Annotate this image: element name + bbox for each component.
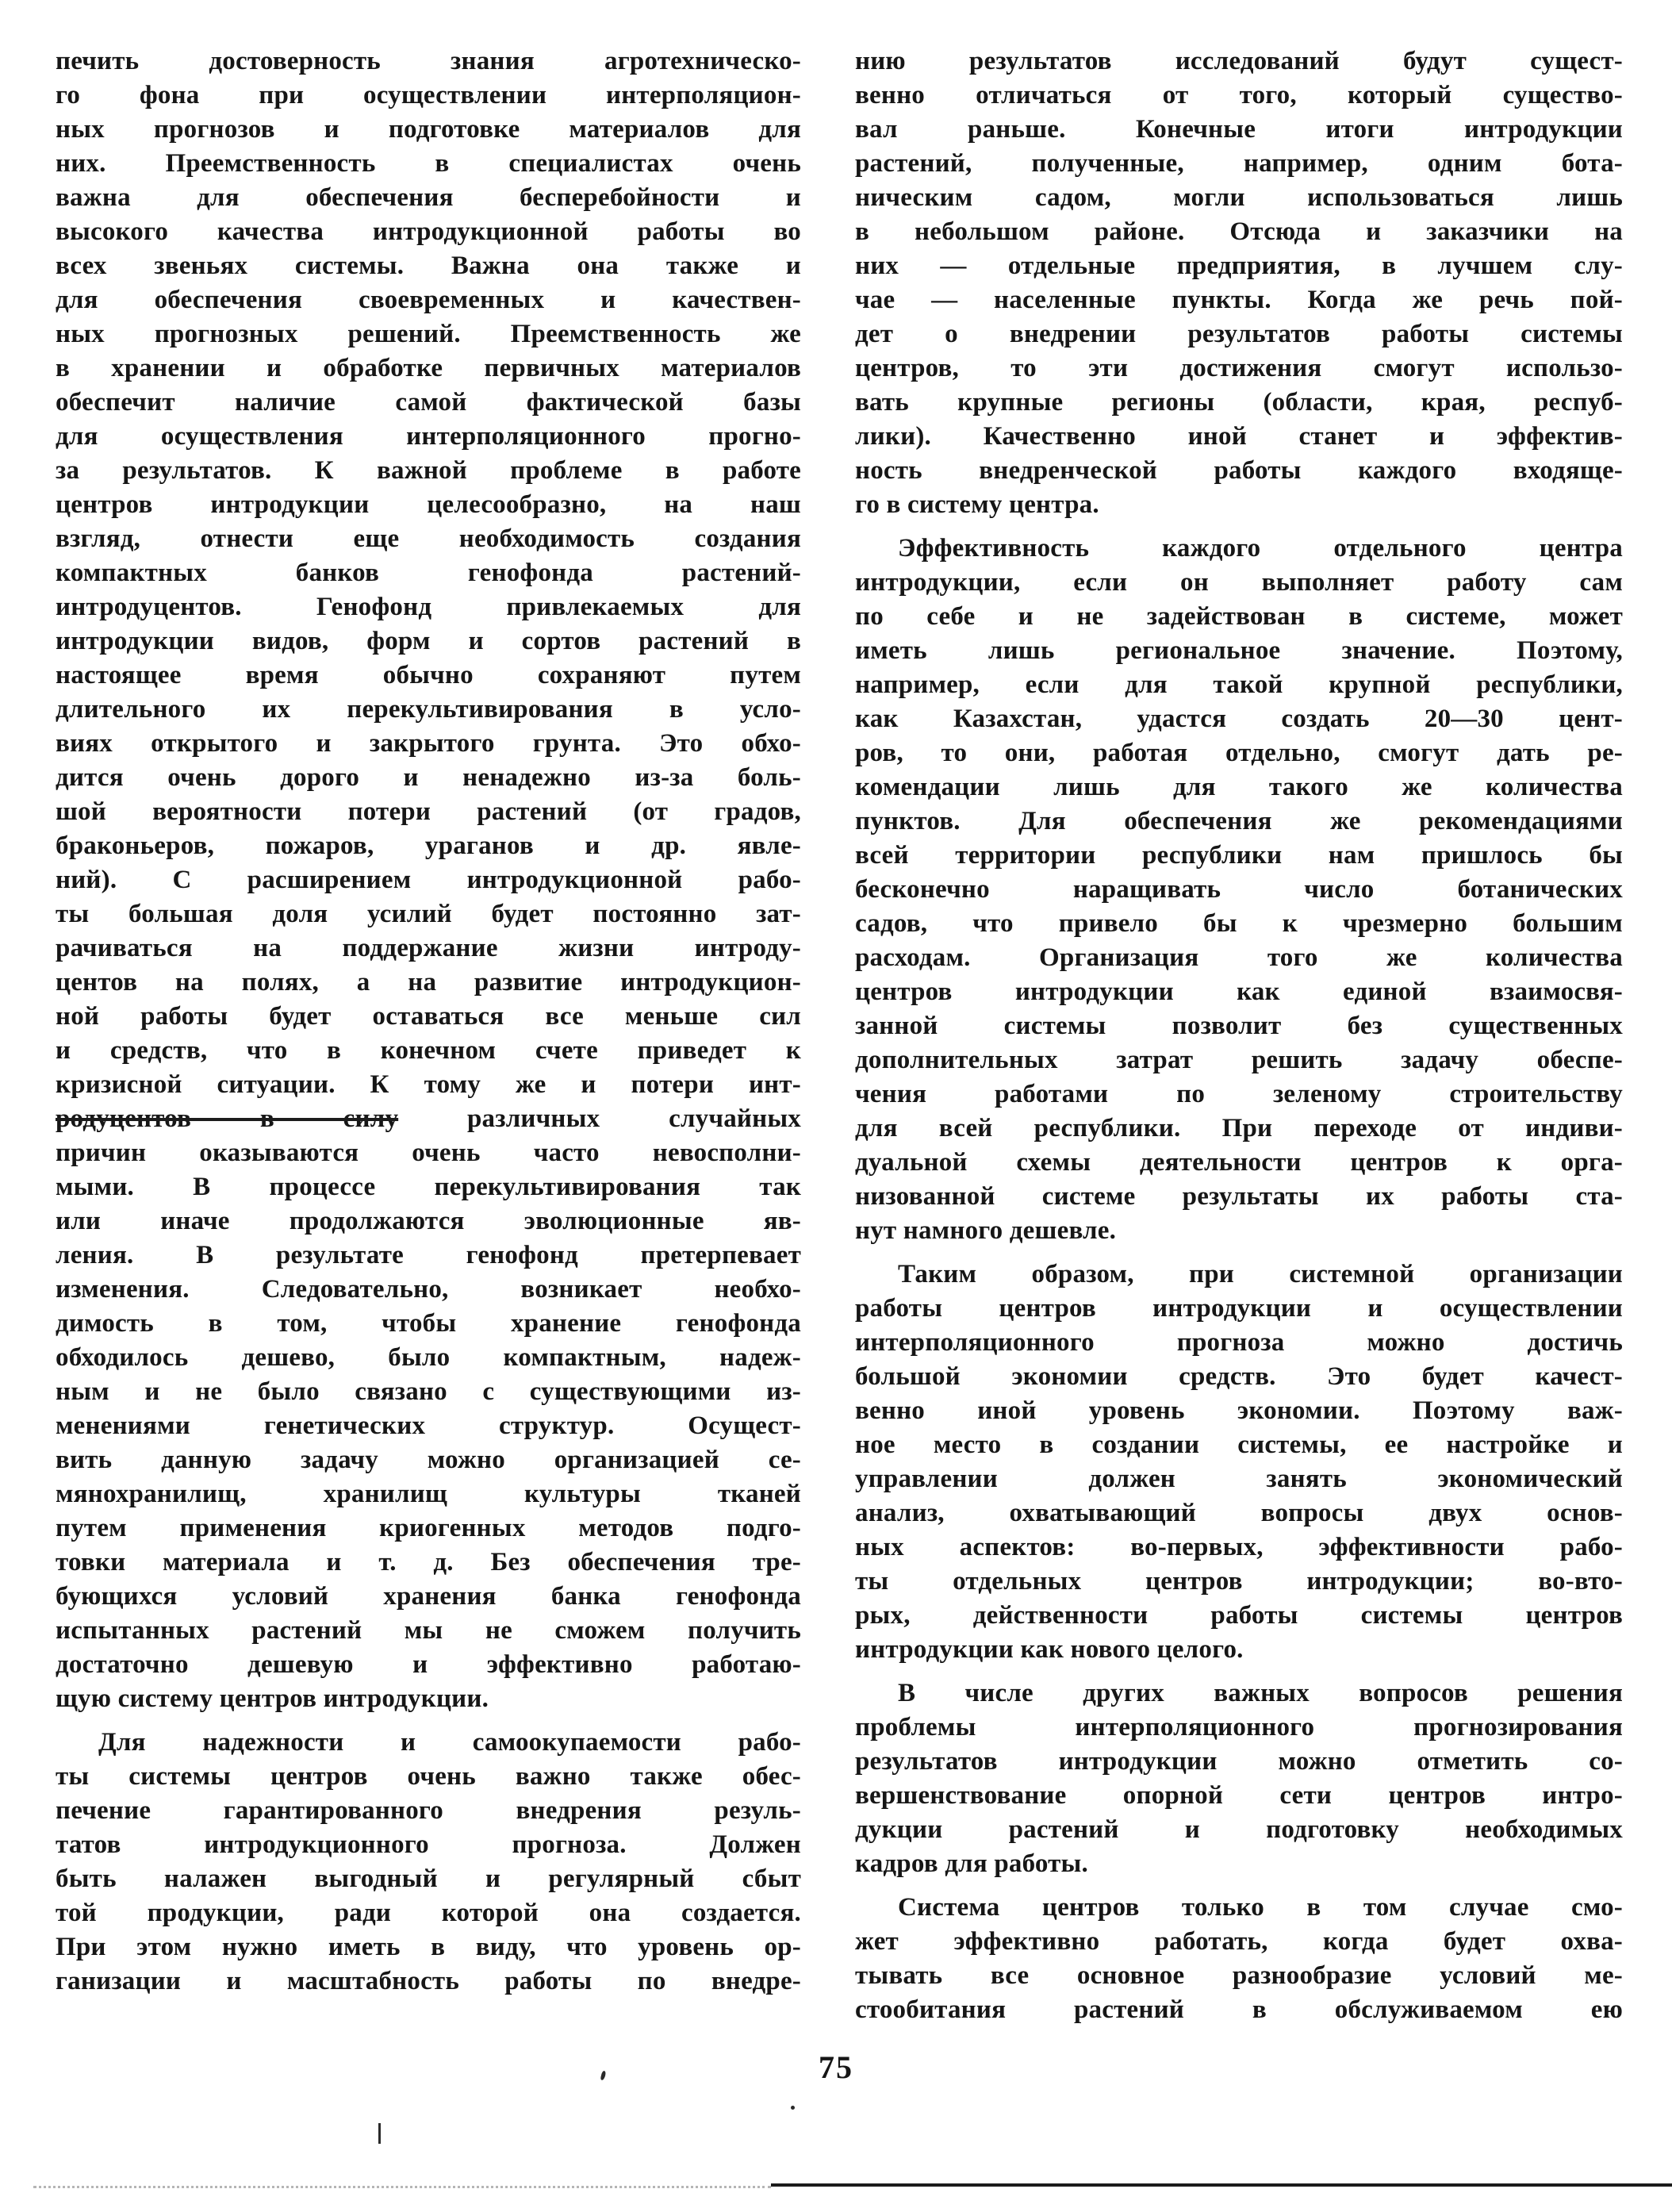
text-line: нию результатов исследований будут сущест- — [855, 47, 1623, 75]
text-line: быть налажен выгодный и регулярный сбыт — [56, 1864, 801, 1893]
text-line: результатов интродукции можно отметить со- — [855, 1747, 1623, 1776]
text-line: бесконечно наращивать число ботанических — [855, 875, 1623, 904]
text-columns — [56, 44, 1623, 2027]
text-line: ний). С расширением интродукционной рабо- — [56, 866, 801, 894]
text-line: для всей республики. При переходе от индиви- — [855, 1114, 1623, 1142]
text-line: комендации лишь для такого же количества — [855, 773, 1623, 801]
text-line: высокого качества интродукционной работы во — [56, 217, 801, 246]
text-line: го фона при осуществлении интерполяцион- — [56, 81, 801, 109]
right-column — [855, 44, 1623, 2027]
text-line: анализ, охватывающий вопросы двух основ- — [855, 1499, 1623, 1527]
left-column — [56, 44, 801, 2027]
text-line: как Казахстан, удастся создать 20—30 цент- — [855, 705, 1623, 733]
text-line: вал раньше. Конечные итоги интродукции — [855, 115, 1623, 144]
text-line: обеспечит наличие самой фактической базы — [56, 388, 801, 417]
text-line: Эффективность каждого отдельного центра — [898, 534, 1623, 563]
text-line: ных аспектов: во-первых, эффективности рабо- — [855, 1533, 1623, 1561]
text-line: расходам. Организация того же количества — [855, 943, 1623, 972]
text-line: При этом нужно иметь в виду, что уровень ор- — [56, 1933, 801, 1961]
text-line: проблемы интерполяционного прогнозирования — [855, 1713, 1623, 1742]
text-line: интродуцентов. Генофонд привлекаемых для — [56, 593, 801, 621]
scan-speck — [791, 2106, 795, 2110]
text-line: той продукции, ради которой она создается. — [56, 1899, 801, 1927]
text-line: длительного их перекультивирования в усло- — [56, 695, 801, 724]
scan-speck — [378, 2123, 381, 2144]
scan-artifact-line — [33, 2183, 1672, 2188]
text-line: интерполяционного прогноза можно достичь — [855, 1328, 1623, 1357]
text-line: ров, то они, работая отдельно, смогут дать ре- — [855, 739, 1623, 767]
text-line: всей территории республики нам пришлось бы — [855, 841, 1623, 870]
text-line: работы центров интродукции и осуществлении — [855, 1294, 1623, 1323]
text-line: интродукции, если он выполняет работу сам — [855, 568, 1623, 597]
text-line: ническим садом, могли использоваться лишь — [855, 183, 1623, 212]
text-line: ной работы будет оставаться все меньше сил — [56, 1002, 801, 1031]
artifact-solid-segment — [771, 2183, 1672, 2187]
text-line: чения работами по зеленому строительству — [855, 1080, 1623, 1108]
text-line: достаточно дешевую и эффективно работаю- — [56, 1650, 801, 1679]
text-line: интродукции как нового целого. — [855, 1635, 1244, 1664]
text-line: татов интродукционного прогноза. Должен — [56, 1830, 801, 1859]
text-line: виях открытого и закрытого грунта. Это обхо- — [56, 729, 801, 758]
text-line: растений, полученные, например, одним бота- — [855, 149, 1623, 178]
text-line: мянохранилищ, хранилищ культуры тканей — [56, 1480, 801, 1508]
page-number: 75 — [819, 2049, 853, 2085]
text-line: щую систему центров интродукции. — [56, 1684, 489, 1713]
text-line: рых, действенности работы системы центров — [855, 1601, 1623, 1630]
text-line: вить данную задачу можно организацией се- — [56, 1446, 801, 1474]
text-line: и средств, что в конечном счете приведет к — [56, 1036, 801, 1065]
struck-text: родуцентов в силу — [56, 1104, 399, 1133]
text-line: Для надежности и самоокупаемости рабо- — [98, 1728, 801, 1757]
text-line: Таким образом, при системной организации — [898, 1260, 1623, 1288]
text-line: го в систему центра. — [855, 490, 1099, 519]
text-line: них — отдельные предприятия, в лучшем слу- — [855, 252, 1623, 280]
text-line: венно отличаться от того, который существо- — [855, 81, 1623, 109]
text-line: ных прогнозных решений. Преемственность же — [56, 320, 801, 348]
text-line: обходилось дешево, было компактным, надеж- — [56, 1343, 801, 1372]
text-line: ным и не было связано с существующими из- — [56, 1377, 801, 1406]
text-line: по себе и не задействован в системе, может — [855, 602, 1623, 631]
text-line: вершенствование опорной сети центров интро- — [855, 1781, 1623, 1810]
text-line: большой экономии средств. Это будет качест- — [855, 1362, 1623, 1391]
text-line: ты отдельных центров интродукции; во-вто- — [855, 1567, 1623, 1596]
paragraph — [855, 44, 1623, 522]
text-line: взгляд, отнести еще необходимость создания — [56, 524, 801, 553]
paragraph — [855, 1676, 1623, 1881]
text-line: димость в том, чтобы хранение генофонда — [56, 1309, 801, 1338]
text-line: печить достоверность знания агротехническо- — [56, 47, 801, 75]
text-line: дукции растений и подготовку необходимых — [855, 1815, 1623, 1844]
text-line: ное место в создании системы, ее настройке и — [855, 1431, 1623, 1459]
text-line: всех звеньях системы. Важна она также и — [56, 252, 801, 280]
text-line: ганизации и масштабность работы по внедре- — [56, 1967, 801, 1995]
text-line: них. Преемственность в специалистах очень — [56, 149, 801, 178]
text-line: низованной системе результаты их работы ста- — [855, 1182, 1623, 1211]
text-line: дится очень дорого и ненадежно из-за боль- — [56, 763, 801, 792]
text-line: браконьеров, пожаров, ураганов и др. явле- — [56, 831, 801, 860]
text-line: В числе других важных вопросов решения — [898, 1679, 1623, 1707]
text-line: занной системы позволит без существенных — [855, 1012, 1623, 1040]
text-line: ты большая доля усилий будет постоянно зат- — [56, 900, 801, 928]
text-line: в небольшом районе. Отсюда и заказчики на — [855, 217, 1623, 246]
text-line: пунктов. Для обеспечения же рекомендациями — [855, 807, 1623, 835]
text-line: садов, что привело бы к чрезмерно большим — [855, 909, 1623, 938]
text-line: интродукции видов, форм и сортов растений в — [56, 627, 801, 655]
text-line: для осуществления интерполяционного прогно- — [56, 422, 801, 451]
text-line: путем применения криогенных методов подго- — [56, 1514, 801, 1542]
text-line: испытанных растений мы не сможем получить — [56, 1616, 801, 1645]
text-line: изменения. Следовательно, возникает необхо- — [56, 1275, 801, 1304]
text-line: шой вероятности потери растений (от градов, — [56, 797, 801, 826]
text-line: для обеспечения своевременных и качествен- — [56, 286, 801, 314]
text-line: дополнительных затрат решить задачу обеспе- — [855, 1046, 1623, 1074]
paragraph — [855, 532, 1623, 1248]
paragraph — [855, 1258, 1623, 1667]
text-line: или иначе продолжаются эволюционные яв- — [56, 1207, 801, 1235]
text-line: Система центров только в том случае смо- — [898, 1893, 1623, 1922]
text-line: причин оказываются очень часто невосполни- — [56, 1139, 801, 1167]
text-line: за результатов. К важной проблеме в работе — [56, 456, 801, 485]
text-line: дет о внедрении результатов работы системы — [855, 320, 1623, 348]
text-line: управлении должен занять экономический — [855, 1465, 1623, 1493]
text-line: тывать все основное разнообразие условий ме- — [855, 1961, 1623, 1990]
paragraph — [855, 1891, 1623, 2027]
text-line: товки материала и т. д. Без обеспечения тре- — [56, 1548, 801, 1576]
text-line: ления. В результате генофонд претерпевает — [56, 1241, 801, 1269]
text-line: дуальной схемы деятельности центров к орга- — [855, 1148, 1623, 1177]
text-line: стообитания растений в обслуживаемом ею — [855, 1995, 1623, 2024]
text-line: настоящее время обычно сохраняют путем — [56, 661, 801, 689]
text-line — [56, 1102, 801, 1136]
text-line: ных прогнозов и подготовке материалов для — [56, 115, 801, 144]
text-line: нут намного дешевле. — [855, 1216, 1117, 1245]
text-line: жет эффективно работать, когда будет охва- — [855, 1927, 1623, 1956]
text-fragment: различных случайных — [398, 1104, 801, 1133]
text-line: ность внедренческой работы каждого входяще- — [855, 456, 1623, 485]
text-line: менениями генетических структур. Осущест- — [56, 1411, 801, 1440]
artifact-dotted-segment — [33, 2186, 771, 2188]
text-line: иметь лишь региональное значение. Поэтому, — [855, 636, 1623, 665]
text-line: компактных банков генофонда растений- — [56, 559, 801, 587]
text-line: венно иной уровень экономии. Поэтому важ- — [855, 1396, 1623, 1425]
text-line: центров интродукции как единой взаимосвя- — [855, 977, 1623, 1006]
paragraph — [56, 44, 801, 1716]
text-line: кадров для работы. — [855, 1849, 1088, 1878]
text-line: вать крупные регионы (области, края, респуб- — [855, 388, 1623, 417]
text-line: мыми. В процессе перекультивирования так — [56, 1173, 801, 1201]
text-line: ты системы центров очень важно также обес- — [56, 1762, 801, 1791]
text-line: рачиваться на поддержание жизни интроду- — [56, 934, 801, 962]
text-line: бующихся условий хранения банка генофонда — [56, 1582, 801, 1611]
text-line: центов на полях, а на развитие интродукцион- — [56, 968, 801, 997]
text-line: в хранении и обработке первичных материалов — [56, 354, 801, 382]
text-line: центров, то эти достижения смогут использо- — [855, 354, 1623, 382]
text-line: кризисной ситуации. К тому же и потери инт- — [56, 1070, 801, 1099]
text-line: центров интродукции целесообразно, на наш — [56, 490, 801, 519]
paragraph — [56, 1726, 801, 1999]
text-line: чае — населенные пункты. Когда же речь пой- — [855, 286, 1623, 314]
text-line: важна для обеспечения бесперебойности и — [56, 183, 801, 212]
text-line: например, если для такой крупной республики, — [855, 670, 1623, 699]
text-line: лики). Качественно иной станет и эффектив- — [855, 422, 1623, 451]
text-line: печение гарантированного внедрения резуль- — [56, 1796, 801, 1825]
